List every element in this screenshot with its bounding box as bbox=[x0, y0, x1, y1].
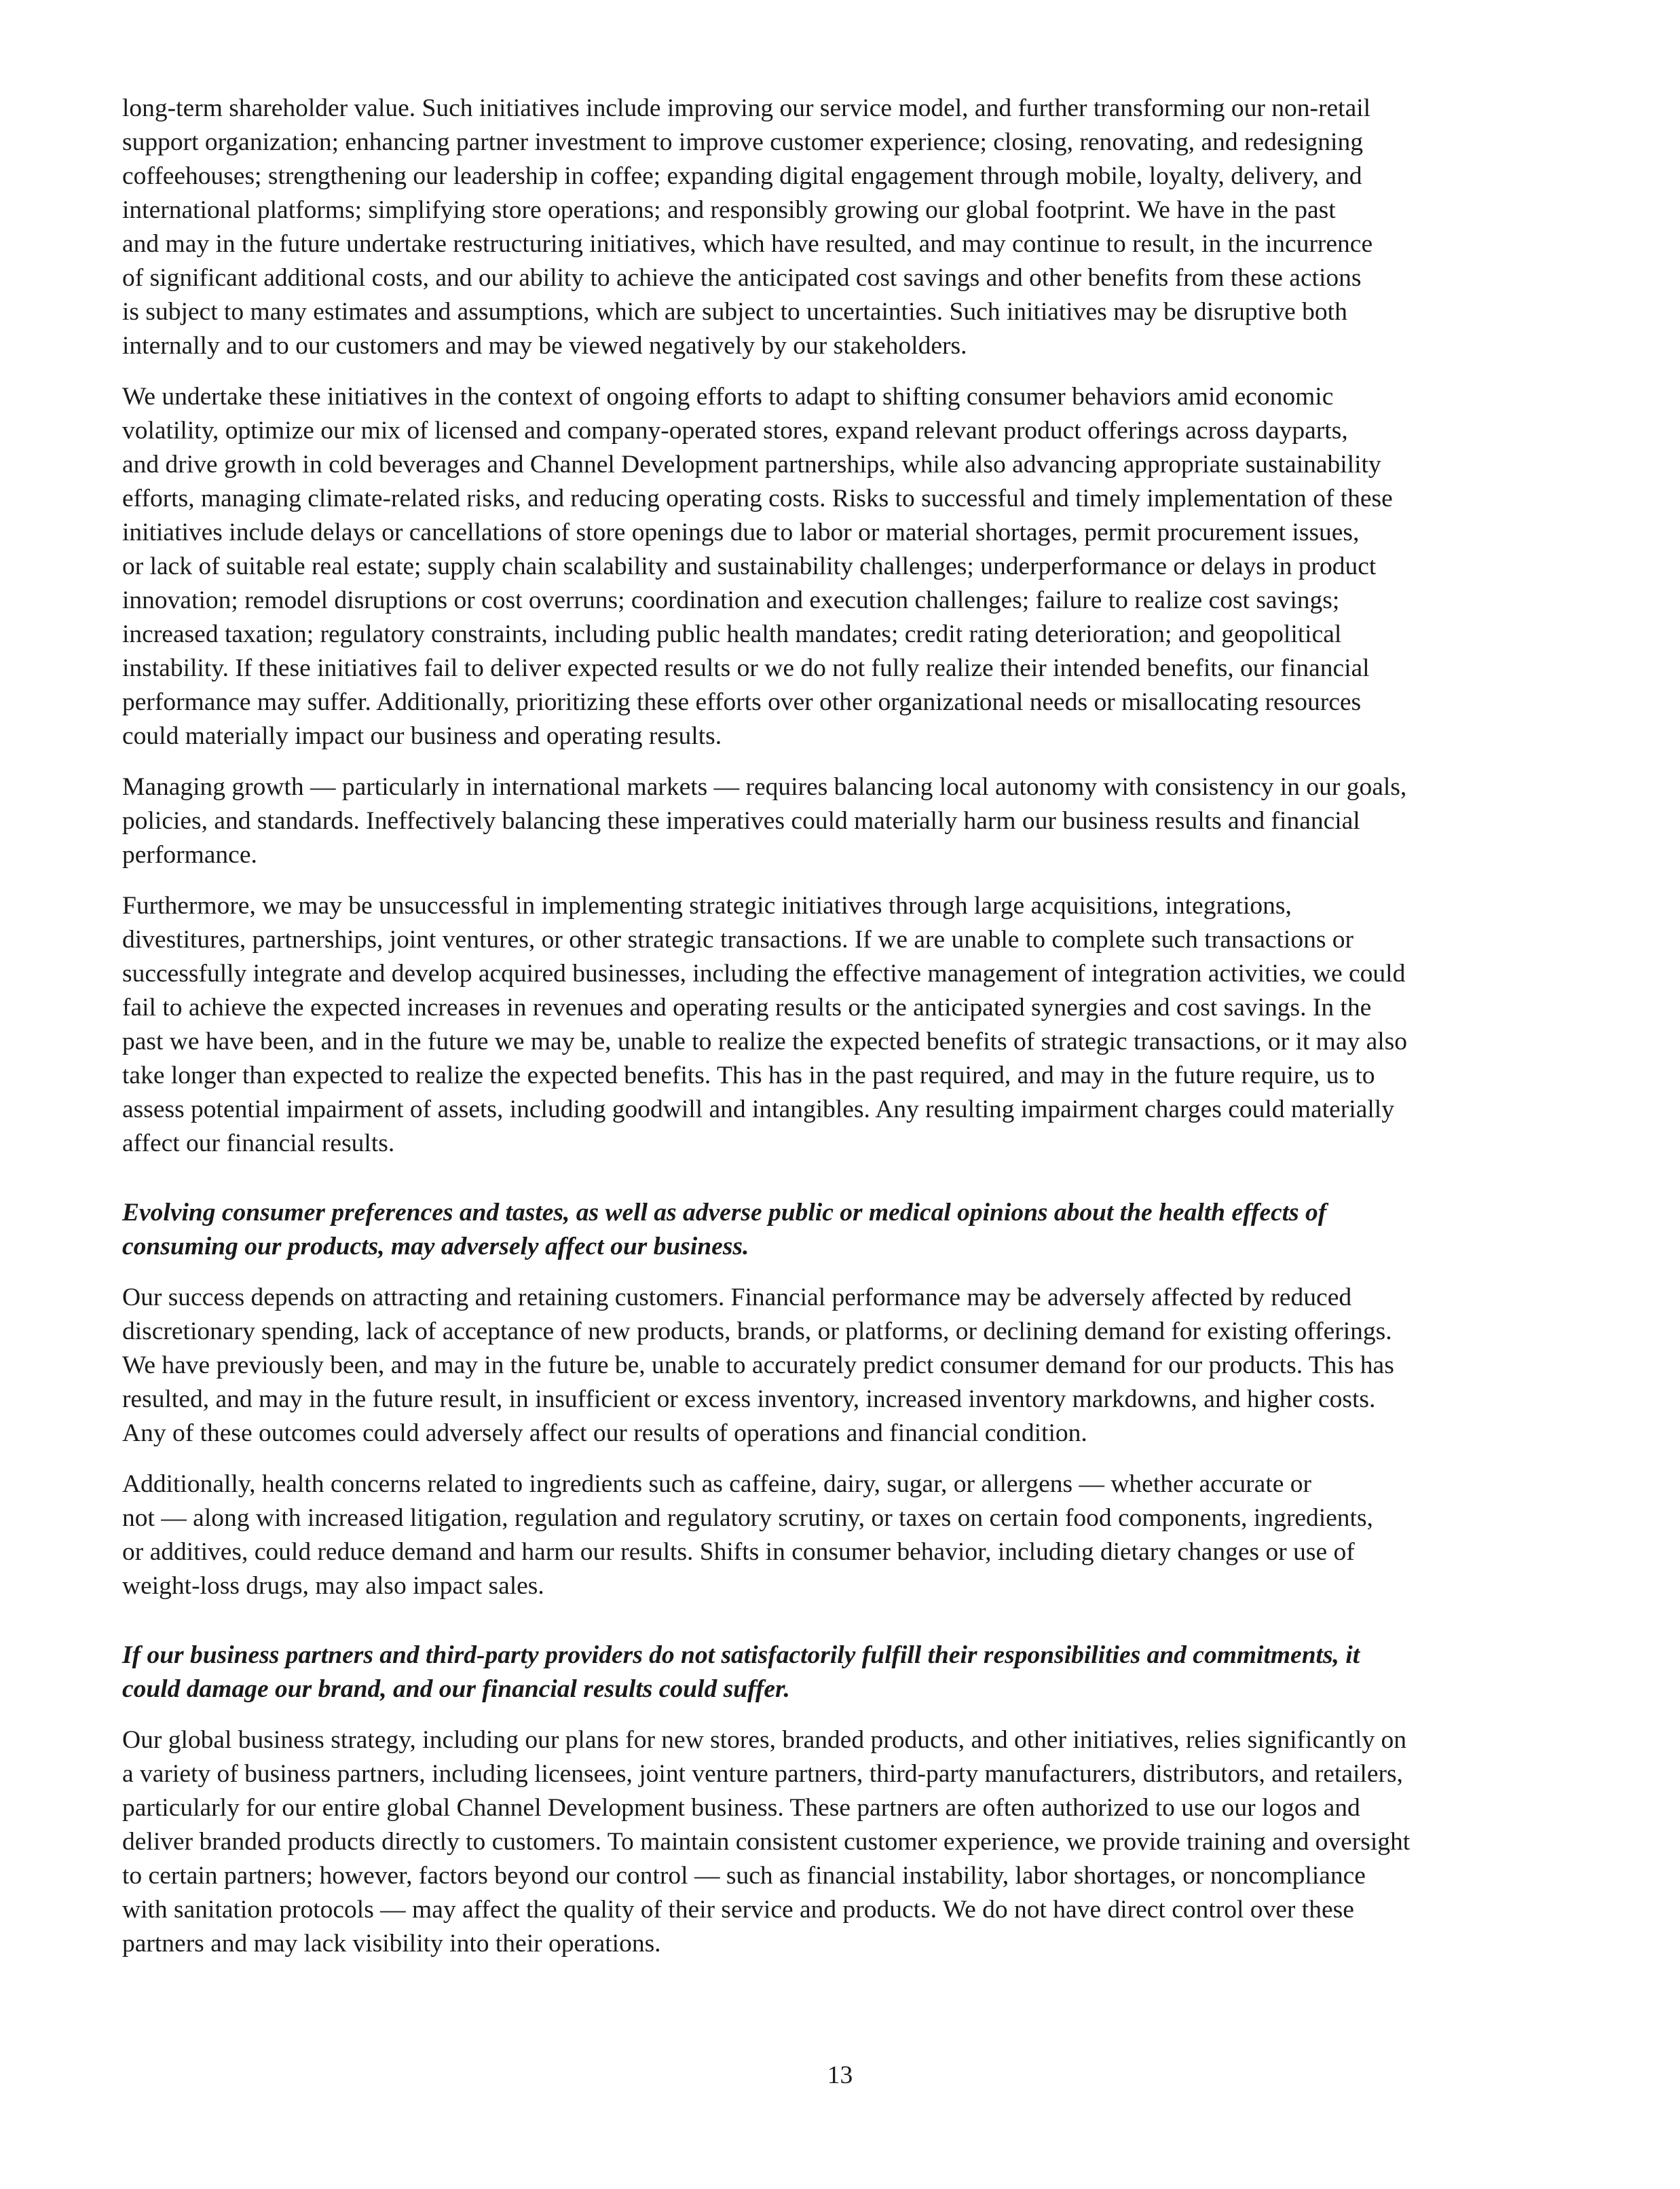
paragraph-customer-success: Our success depends on attracting and retaining customers. Financial performance may be adversely affected by reduced discretionary spending, lack of acceptance of new products, brands, or platforms, or declining demand for existing offerings. We have previously been, and may in the future be, unable to accurately predict consumer demand for our products. This has resulted, and may in the future result, in insufficient or excess inventory, increased inventory markdowns, and higher costs. Any of these outcomes could adversely affect our results of operations and financial condition. bbox=[122, 1284, 1394, 1447]
heading-business-partners: If our business partners and third-party providers do not satisfactorily fulfill their responsibilities and commitments, it could damage our brand, and our financial results could suffer. bbox=[122, 1641, 1360, 1703]
heading-consumer-preferences: Evolving consumer preferences and tastes, as well as adverse public or medical opinions about the health effects of consuming our products, may adversely affect our business. bbox=[122, 1199, 1327, 1260]
page-number: 13 bbox=[827, 2061, 853, 2089]
paragraph-initiatives-context: We undertake these initiatives in the context of ongoing efforts to adapt to shifting consumer behaviors amid economic volatility, optimize our mix of licensed and company-operated stores, expand relevant product offerings across dayparts, and drive growth in cold beverages and Channel Development partnerships, while also advancing appropriate sustainability efforts, managing climate-related risks, and reducing operating costs. Risks to successful and timely implementation of these initiatives include delays or cancellations of store openings due to labor or material shortages, permit procurement issues, or lack of suitable real estate; supply chain scalability and sustainability challenges; underperformance or delays in product innovation; remodel disruptions or cost overruns; coordination and execution challenges; failure to realize cost savings; increased taxation; regulatory constraints, including public health mandates; credit rating deterioration; and geopolitical instability. If these initiatives fail to deliver expected results or we do not fully realize their intended benefits, our financial performance may suffer. Additionally, prioritizing these efforts over other organizational needs or misallocating resources could materially impact our business and operating results. bbox=[122, 383, 1393, 750]
paragraph-strategic-transactions: Furthermore, we may be unsuccessful in implementing strategic initiatives through large acquisitions, integrations, divestitures, partnerships, joint ventures, or other strategic transactions. If we are unable to complete such transactions or successfully integrate and develop acquired businesses, including the effective management of integration activities, we could fail to achieve the expected increases in revenues and operating results or the anticipated synergies and cost savings. In the past we have been, and in the future we may be, unable to realize the expected benefits of strategic transactions, or it may also take longer than expected to realize the expected benefits. This has in the past required, and may in the future require, us to assess potential impairment of assets, including goodwill and intangibles. Any resulting impairment charges could materially affect our financial results. bbox=[122, 892, 1408, 1157]
paragraph-initiatives-continued: long-term shareholder value. Such initiatives include improving our service model, and further transforming our non-retail support organization; enhancing partner investment to improve customer experience; closing, renovating, and redesigning coffeehouses; strengthening our leadership in coffee; expanding digital engagement through mobile, loyalty, delivery, and international platforms; simplifying store operations; and responsibly growing our global footprint. We have in the past and may in the future undertake restructuring initiatives, which have resulted, and may continue to result, in the incurrence of significant additional costs, and our ability to achieve the anticipated cost savings and other benefits from these actions is subject to many estimates and assumptions, which are subject to uncertainties. Such initiatives may be disruptive both internally and to our customers and may be viewed negatively by our stakeholders. bbox=[122, 94, 1373, 360]
paragraph-health-concerns: Additionally, health concerns related to ingredients such as caffeine, dairy, sugar, or allergens — whether accurate or not — along with increased litigation, regulation and regulatory scrutiny, or taxes on certain food components, ingredients, or additives, could reduce demand and harm our results. Shifts in consumer behavior, including dietary changes or use of weight-loss drugs, may also impact sales. bbox=[122, 1470, 1373, 1600]
paragraph-global-strategy: Our global business strategy, including our plans for new stores, branded products, and other initiatives, relies significantly on a variety of business partners, including licensees, joint venture partners, third-party manufacturers, distributors, and retailers, particularly for our entire global Channel Development business. These partners are often authorized to use our logos and deliver branded products directly to customers. To maintain consistent customer experience, we provide training and oversight to certain partners; however, factors beyond our control — such as financial instability, labor shortages, or noncompliance with sanitation protocols — may affect the quality of their service and products. We do not have direct control over these partners and may lack visibility into their operations. bbox=[122, 1726, 1411, 1958]
document-body bbox=[122, 92, 1561, 1978]
paragraph-managing-growth: Managing growth — particularly in international markets — requires balancing local autonomy with consistency in our goals, policies, and standards. Ineffectively balancing these imperatives could materially harm our business results and financial performance. bbox=[122, 773, 1407, 869]
